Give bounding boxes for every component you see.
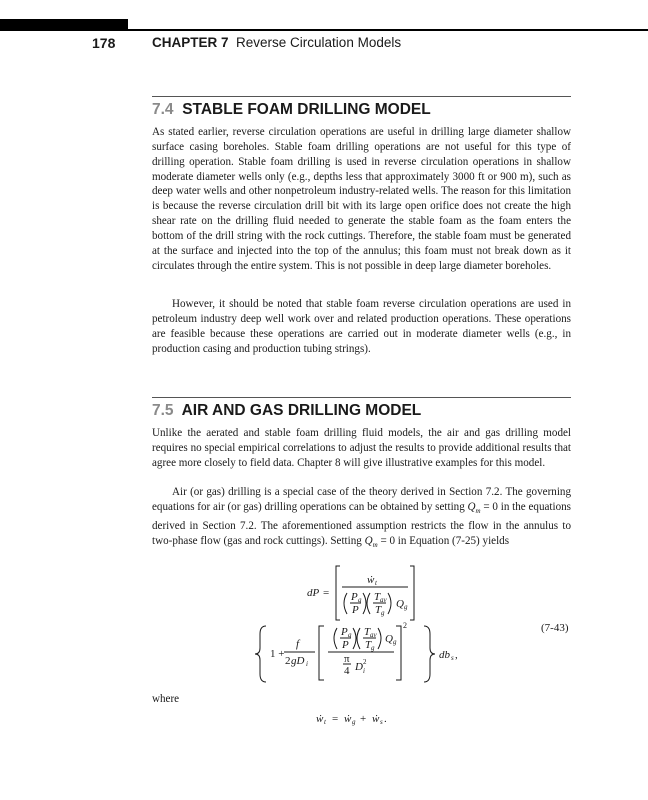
svg-text:ẇ: ẇ <box>344 713 352 725</box>
svg-text:.: . <box>384 713 387 725</box>
paragraph: However, it should be noted that stable foam reverse circulation operations are used in petroleum industry deep well work over and related production operations. These operations are feasible because these operations are carried out in moderate diameter wells (e.g., in production casing and production tubing strings). <box>152 298 571 355</box>
svg-text:=: = <box>323 587 330 599</box>
svg-text:db: db <box>439 649 450 661</box>
svg-text:T: T <box>364 626 371 638</box>
svg-text:s: s <box>451 654 454 662</box>
svg-text:dP: dP <box>307 587 320 599</box>
svg-text:π: π <box>344 653 350 665</box>
chapter-label: CHAPTER 7 <box>152 35 229 50</box>
svg-text:P: P <box>341 626 348 638</box>
paragraph: Air (or gas) drilling is a special case of the theory derived in Section 7.2. The governing equations for air (or gas) drilling operations can be obtained by setting $Q_m = 0$ in the equations derived in Section 7.2. The aforementioned assumption restricts the flow in the annulus to two-phase flow (gas and rock cuttings). Setting $Q_m = 0$ in Equation (7-25) yields <box>152 486 572 549</box>
svg-text:2: 2 <box>363 658 367 666</box>
svg-text:Q: Q <box>396 598 404 610</box>
svg-text:,: , <box>455 649 458 661</box>
svg-text:ẇ: ẇ <box>316 713 324 725</box>
svg-text:P: P <box>351 591 358 603</box>
section-number: 7.4 <box>152 101 174 118</box>
svg-text:g: g <box>393 638 397 646</box>
svg-text:f: f <box>296 638 300 650</box>
svg-text:Q: Q <box>385 633 393 645</box>
svg-text:T: T <box>374 591 381 603</box>
svg-text:4: 4 <box>344 665 350 677</box>
svg-text:P: P <box>352 604 359 616</box>
svg-text:P: P <box>342 639 349 651</box>
paragraph: Unlike the aerated and stable foam drilling fluid models, the air and gas drilling model requires no special empirical correlations to adjust the results to provide additional results that agree more closely to field data. Chapter 8 will give illustrative examples for this model. <box>152 427 571 469</box>
page-number: 178 <box>92 35 116 51</box>
svg-text:T: T <box>365 639 372 651</box>
svg-text:+: + <box>360 713 367 725</box>
svg-text:=: = <box>332 713 339 725</box>
svg-text:s: s <box>380 718 383 726</box>
svg-text:T: T <box>375 604 382 616</box>
svg-text:g: g <box>371 644 375 652</box>
svg-text:g: g <box>381 609 385 617</box>
section-number: 7.5 <box>152 402 174 419</box>
section-title: AIR AND GAS DRILLING MODEL <box>181 402 422 419</box>
svg-text:ẇ: ẇ <box>367 574 375 586</box>
svg-text:t: t <box>324 718 326 726</box>
where-label: where <box>152 693 180 705</box>
paragraph: As stated earlier, reverse circulation operations are useful in drilling large diameter shallow surface casing boreholes. Stable foam drilling operations are not useful for this type of drilling operation. Stable foam drilling is used in reverse circulation operations in shallow moderate diameter wells only (e.g., depths less that approximately 3000 ft or 900 m), such as deep water wells and other nonpetroleum industry-related wells. The reason for this limitation is because the reverse circulation drill bit with its large open orifice does not create the high shear rate on the drilling fluid needed to generate the stable foam as the foam enters the bottom of the drill string with the rock cuttings. Therefore, the stable foam must be generated at the surface and injected into the top of the annulus; this foam must not break down as it circulates through the entire system. This is not possible in deep large diameter boreholes. <box>152 126 571 272</box>
svg-text:g: g <box>358 596 362 604</box>
section-title: STABLE FOAM DRILLING MODEL <box>182 101 431 118</box>
equation-number: (7-43) <box>541 622 569 634</box>
svg-text:av: av <box>370 631 377 639</box>
svg-text:i: i <box>306 660 308 668</box>
svg-text:g: g <box>352 718 356 726</box>
svg-text:2: 2 <box>403 621 407 630</box>
svg-text:g: g <box>404 603 408 611</box>
svg-text:2: 2 <box>285 655 291 667</box>
svg-text:gD: gD <box>291 655 305 667</box>
svg-text:t: t <box>375 579 377 587</box>
svg-text:D: D <box>355 661 363 673</box>
svg-text:g: g <box>348 631 352 639</box>
svg-text:1 +: 1 + <box>270 648 285 660</box>
svg-text:i: i <box>363 667 365 675</box>
svg-text:ẇ: ẇ <box>372 713 380 725</box>
svg-text:av: av <box>380 596 387 604</box>
chapter-title: Reverse Circulation Models <box>236 35 402 50</box>
